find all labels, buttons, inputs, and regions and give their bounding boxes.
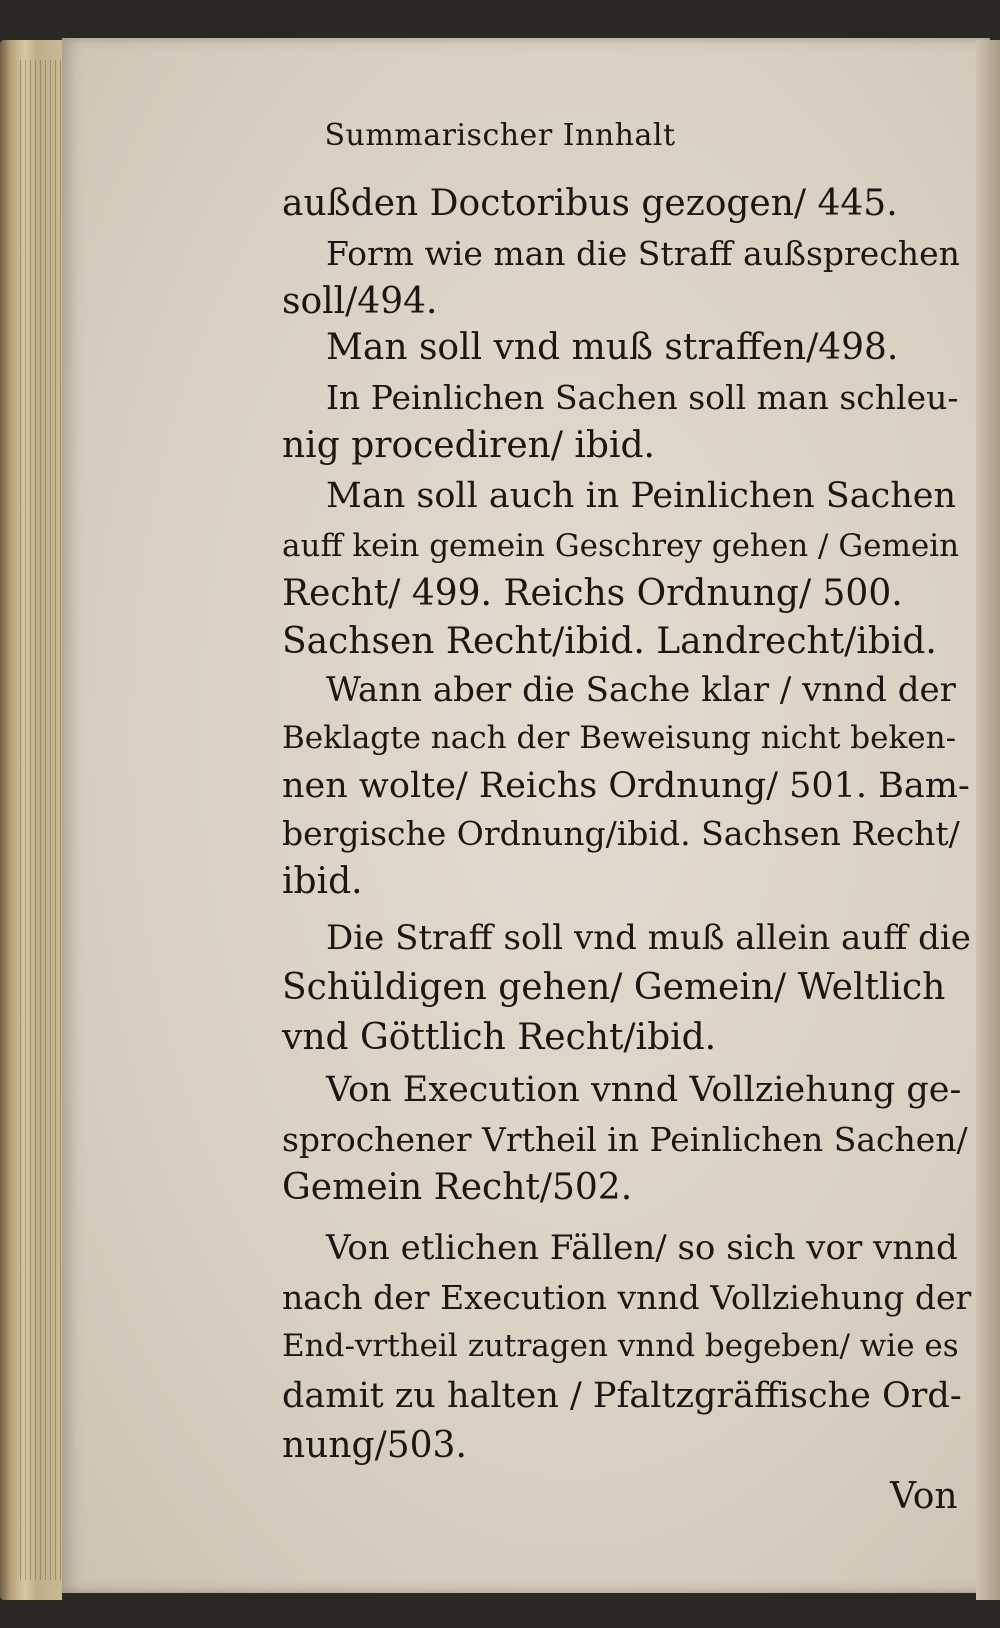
text-line: nig procediren/ ibid.	[282, 425, 655, 466]
text-line: auff kein gemein Geschrey gehen / Gemein	[282, 528, 960, 564]
page-right-edge	[976, 40, 1000, 1600]
text-line: Man soll auch in Peinlichen Sachen	[326, 476, 957, 516]
text-line: Wann aber die Sache klar / vnnd der	[326, 670, 956, 710]
text-line: Beklagte nach der Beweisung nicht beken-	[282, 720, 957, 756]
text-line: nung/503.	[282, 1425, 467, 1466]
text-line: Form wie man die Straff außsprechen	[326, 234, 960, 273]
text-line: damit zu halten / Pfaltzgräffische Ord-	[282, 1376, 962, 1416]
text-line: Von etlichen Fällen/ so sich vor vnnd	[326, 1228, 958, 1268]
text-line: nach der Execution vnnd Vollziehung der	[282, 1278, 972, 1317]
catchword: Von	[890, 1476, 958, 1517]
text-line: sprochener Vrtheil in Peinlichen Sachen/	[282, 1120, 968, 1159]
text-line: Man soll vnd muß straffen/498.	[326, 327, 899, 368]
text-line: soll/494.	[282, 281, 438, 322]
text-line: bergische Ordnung/ibid. Sachsen Recht/	[282, 814, 960, 853]
text-line: ibid.	[282, 861, 363, 902]
text-line: Recht/ 499. Reichs Ordnung/ 500.	[282, 573, 903, 614]
text-line: Schüldigen gehen/ Gemein/ Weltlich	[282, 967, 946, 1008]
text-line: Sachsen Recht/ibid. Landrecht/ibid.	[282, 621, 937, 662]
text-line: Gemein Recht/502.	[282, 1167, 633, 1208]
text-line: End-vrtheil zutragen vnnd begeben/ wie es	[282, 1328, 959, 1364]
text-line: Die Straff soll vnd muß allein auff die	[326, 918, 971, 958]
text-line: außden Doctoribus gezogen/ 445.	[282, 183, 898, 224]
running-header: Summarischer Innhalt	[324, 118, 676, 153]
text-line: Von Execution vnnd Vollziehung ge-	[326, 1070, 962, 1110]
text-line: nen wolte/ Reichs Ordnung/ 501. Bam-	[282, 766, 970, 806]
text-line: vnd Göttlich Recht/ibid.	[282, 1017, 717, 1058]
text-line: In Peinlichen Sachen soll man schleu-	[326, 378, 959, 417]
